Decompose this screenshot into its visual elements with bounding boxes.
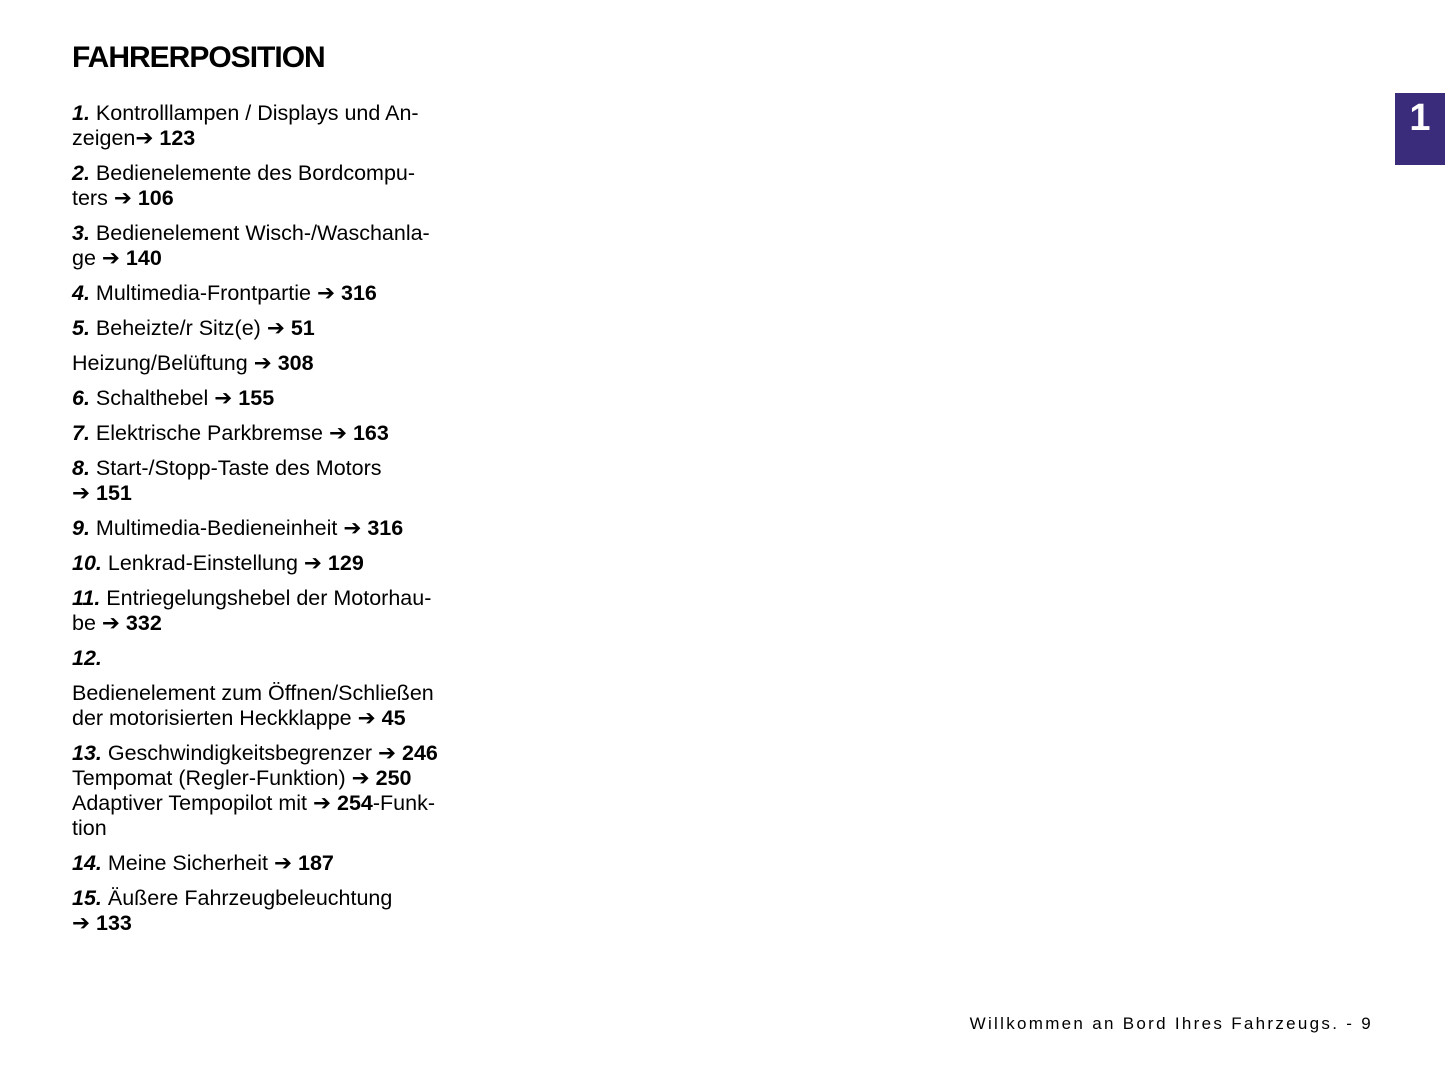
page-reference[interactable]: 163 <box>352 421 389 445</box>
list-item <box>72 516 472 541</box>
page-reference[interactable]: 123 <box>159 126 196 150</box>
list-item <box>72 586 472 636</box>
arrow-right-icon: ➔ <box>328 421 347 445</box>
list-item <box>72 316 472 341</box>
item-number: 1. <box>72 101 90 125</box>
chapter-tab: 1 <box>1395 93 1445 165</box>
item-text: Heizung/Belüftung <box>72 351 248 375</box>
page-footer: Willkommen an Bord Ihres Fahrzeugs. - 9 <box>969 1014 1373 1033</box>
arrow-right-icon: ➔ <box>274 851 293 875</box>
list-item <box>72 101 472 151</box>
item-text: Schalthebel <box>95 386 209 410</box>
item-text: be <box>72 611 96 635</box>
item-text: Bedienelement zum Öffnen/Schließen <box>72 681 434 705</box>
item-number: 12. <box>72 646 102 670</box>
list-item <box>72 351 472 376</box>
page-title: FAHRERPOSITION <box>72 41 325 74</box>
arrow-right-icon: ➔ <box>101 246 120 270</box>
item-text: Beheizte/r Sitz(e) <box>95 316 261 340</box>
item-text: der motorisierten Heckklappe <box>72 706 352 730</box>
list-item <box>72 421 472 446</box>
item-text: Adaptiver Tempopilot mit <box>72 791 308 815</box>
item-text: -Funk- <box>372 791 436 815</box>
page-reference[interactable]: 129 <box>327 551 364 575</box>
component-list <box>72 101 472 946</box>
page-reference[interactable]: 246 <box>401 741 438 765</box>
item-text: Start-/Stopp-Taste des Motors <box>95 456 382 480</box>
list-item <box>72 681 472 731</box>
page-reference[interactable]: 316 <box>367 516 404 540</box>
item-number: 14. <box>72 851 102 875</box>
arrow-right-icon: ➔ <box>351 766 370 790</box>
page-reference[interactable]: 151 <box>96 481 132 505</box>
item-text: Geschwindigkeitsbegrenzer <box>107 741 372 765</box>
arrow-right-icon: ➔ <box>253 351 272 375</box>
arrow-right-icon: ➔ <box>101 611 120 635</box>
item-text: Multimedia-Bedieneinheit <box>95 516 338 540</box>
arrow-right-icon: ➔ <box>357 706 376 730</box>
item-text: Multimedia-Frontpartie <box>95 281 311 305</box>
list-item <box>72 281 472 306</box>
item-text: Elektrische Parkbremse <box>95 421 323 445</box>
item-text: ters <box>72 186 108 210</box>
list-item <box>72 456 472 506</box>
arrow-right-icon: ➔ <box>113 186 132 210</box>
item-number: 9. <box>72 516 90 540</box>
arrow-right-icon: ➔ <box>72 911 91 935</box>
page-reference[interactable]: 133 <box>96 911 132 935</box>
page-reference[interactable]: 250 <box>375 766 412 790</box>
page-reference[interactable]: 106 <box>137 186 174 210</box>
item-text: Bedienelemente des Bordcompu- <box>95 161 416 185</box>
page-reference[interactable]: 316 <box>340 281 377 305</box>
item-number: 11. <box>72 586 101 610</box>
item-number: 7. <box>72 421 90 445</box>
arrow-right-icon: ➔ <box>266 316 285 340</box>
item-number: 3. <box>72 221 90 245</box>
item-number: 10. <box>72 551 102 575</box>
list-item <box>72 161 472 211</box>
list-item <box>72 741 472 841</box>
page-reference[interactable]: 308 <box>277 351 314 375</box>
item-number: 6. <box>72 386 90 410</box>
item-text: Tempomat (Regler-Funktion) <box>72 766 346 790</box>
item-number: 2. <box>72 161 90 185</box>
item-text: Äußere Fahrzeugbeleuchtung <box>107 886 393 910</box>
item-text: Meine Sicherheit <box>107 851 269 875</box>
arrow-right-icon: ➔ <box>72 481 91 505</box>
list-item <box>72 646 472 671</box>
page-reference[interactable]: 140 <box>125 246 162 270</box>
item-text: Lenkrad-Einstellung <box>107 551 298 575</box>
item-number: 8. <box>72 456 90 480</box>
arrow-right-icon: ➔ <box>135 126 154 150</box>
item-text: tion <box>72 816 107 840</box>
item-text: ge <box>72 246 96 270</box>
item-number: 13. <box>72 741 102 765</box>
page-reference[interactable]: 254 <box>337 791 373 815</box>
item-text: Bedienelement Wisch-/Waschanla- <box>95 221 430 245</box>
page-reference[interactable]: 51 <box>290 316 315 340</box>
item-number: 15. <box>72 886 102 910</box>
item-text: zeigen <box>72 126 136 150</box>
page-reference[interactable]: 155 <box>238 386 275 410</box>
page-reference[interactable]: 187 <box>298 851 334 875</box>
arrow-right-icon: ➔ <box>214 386 233 410</box>
item-number: 5. <box>72 316 90 340</box>
arrow-right-icon: ➔ <box>316 281 335 305</box>
item-text: Entriegelungshebel der Motorhau- <box>106 586 432 610</box>
list-item <box>72 886 472 936</box>
list-item <box>72 386 472 411</box>
arrow-right-icon: ➔ <box>343 516 362 540</box>
item-text: Kontrolllampen / Displays und An- <box>95 101 419 125</box>
arrow-right-icon: ➔ <box>303 551 322 575</box>
item-number: 4. <box>72 281 90 305</box>
arrow-right-icon: ➔ <box>377 741 396 765</box>
list-item <box>72 851 472 876</box>
page-reference[interactable]: 332 <box>125 611 162 635</box>
page-reference[interactable]: 45 <box>381 706 406 730</box>
arrow-right-icon: ➔ <box>313 791 332 815</box>
list-item <box>72 551 472 576</box>
list-item <box>72 221 472 271</box>
